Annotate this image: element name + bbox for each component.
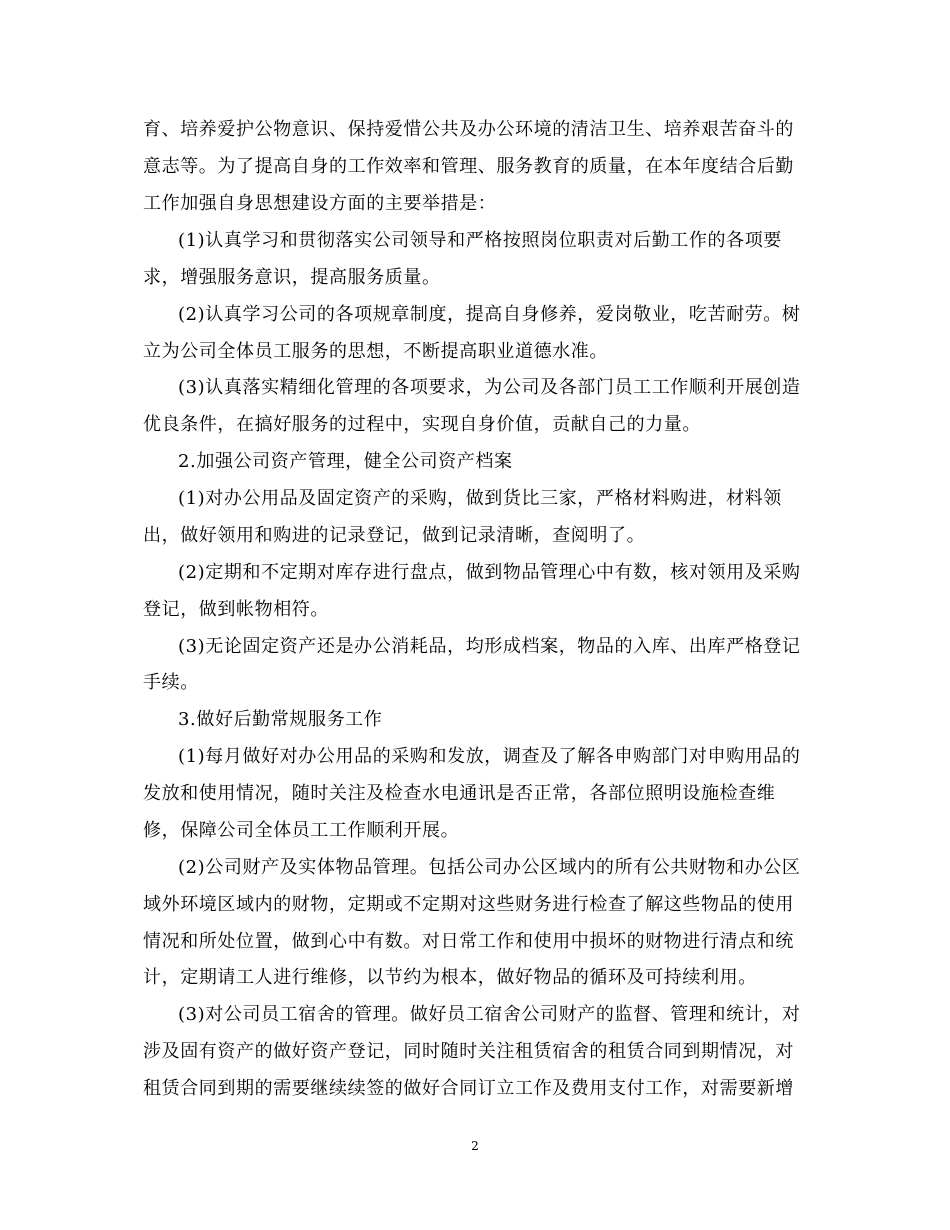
paragraph-line: 优良条件，在搞好服务的过程中，实现自身价值，贡献自己的力量。 — [143, 414, 701, 435]
list-item-line: (2)认真学习公司的各项规章制度，提高自身修养，爱岗敬业，吃苦耐劳。树 — [178, 304, 801, 325]
paragraph-line: 手续。 — [143, 672, 199, 693]
section-heading: 3.做好后勤常规服务工作 — [178, 709, 383, 730]
paragraph-line: 发放和使用情况，随时关注及检查水电通讯是否正常，各部位照明设施检查维 — [143, 783, 776, 804]
paragraph-line: 域外环境区域内的财物，定期或不定期对这些财务进行检查了解这些物品的使用 — [143, 894, 794, 915]
list-item-line: (3)认真落实精细化管理的各项要求，为公司及各部门员工工作顺利开展创造 — [178, 377, 801, 398]
paragraph-line: 租赁合同到期的需要继续续签的做好合同订立工作及费用支付工作，对需要新增 — [143, 1078, 794, 1099]
paragraph-line: 意志等。为了提高自身的工作效率和管理、服务教育的质量，在本年度结合后勤 — [143, 156, 794, 177]
paragraph-line: 登记，做到帐物相符。 — [143, 599, 329, 620]
paragraph-line: 修，保障公司全体员工工作顺利开展。 — [143, 820, 460, 841]
list-item-line: (2)定期和不定期对库存进行盘点，做到物品管理心中有数，核对领用及采购 — [178, 562, 801, 583]
section-heading: 2.加强公司资产管理，健全公司资产档案 — [178, 451, 513, 472]
paragraph-line: 涉及固有资产的做好资产登记，同时随时关注租赁宿舍的租赁合同到期情况，对 — [143, 1041, 794, 1062]
paragraph-line: 出，做好领用和购进的记录登记，做到记录清晰，查阅明了。 — [143, 525, 646, 546]
paragraph-line: 工作加强自身思想建设方面的主要举措是： — [143, 193, 497, 214]
list-item-line: (1)每月做好对办公用品的采购和发放，调查及了解各申购部门对申购用品的 — [178, 746, 801, 767]
list-item-line: (2)公司财产及实体物品管理。包括公司办公区域内的所有公共财物和办公区 — [178, 857, 801, 878]
list-item-line: (3)对公司员工宿舍的管理。做好员工宿舍公司财产的监督、管理和统计，对 — [178, 1004, 801, 1025]
paragraph-line: 求，增强服务意识，提高服务质量。 — [143, 267, 441, 288]
paragraph-line: 计，定期请工人进行维修，以节约为根本，做好物品的循环及可持续利用。 — [143, 967, 757, 988]
paragraph-line: 情况和所处位置，做到心中有数。对日常工作和使用中损坏的财物进行清点和统 — [143, 931, 794, 952]
list-item-line: (1)认真学习和贯彻落实公司领导和严格按照岗位职责对后勤工作的各项要 — [178, 230, 782, 251]
list-item-line: (1)对办公用品及固定资产的采购，做到货比三家，严格材料购进，材料领 — [178, 488, 782, 509]
list-item-line: (3)无论固定资产还是办公消耗品，均形成档案，物品的入库、出库严格登记 — [178, 636, 801, 657]
paragraph-line: 育、培养爱护公物意识、保持爱惜公共及办公环境的清洁卫生、培养艰苦奋斗的 — [143, 119, 794, 140]
page-number: 2 — [471, 1139, 479, 1153]
paragraph-line: 立为公司全体员工服务的思想，不断提高职业道德水准。 — [143, 341, 608, 362]
